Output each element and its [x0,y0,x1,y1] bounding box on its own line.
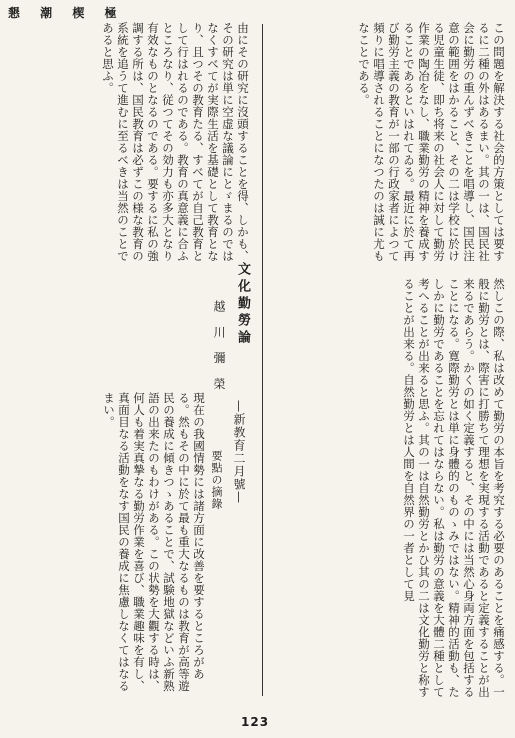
author-name: 越 川 彌 榮 [212,300,226,395]
lower-left-text: 現在の我國情勢には諸方面に改善を要するところがある。然もその中に於て最も重大なるものは教育が高等遊民の養成に傾きつゝあることで、試験地獄などいふ新熟語の出来たのもわけがある。この状勢を大觀する時は、何人も着実真摯なる勤労作業を喜び、職業趣味を有し、真面目なる活動をなす国民の養成に焦慮しなくてはなるまい。 [102,392,206,692]
date-line: —新教育二月號— [232,400,246,504]
page-number: 123 [241,715,270,729]
running-head: 懇 潮 楔 極 [8,6,125,20]
right-upper-text: この問題を解決する社会的方策としては要するに二種の外はあるまい。其の一は、国民社会に勤労の重んずべきことを唱導し、国民注意の範囲をはかること、その二は学校に於ける児童生徒、即ち将来の社会人に対して勤労作業の陶冶をなし、職業勤労の精神を養成することであるといはれてゐる。最近に於て再び勤労主義の教育が一部の行政家者によつて頻りに唱導されることになつたのは誠に尤もなことである。 [357,22,506,262]
summary-heading: 要點の摘錄 [210,450,223,510]
section-title: 文化勤勞論 [235,262,250,347]
right-lower-text: 然しこの際、私は改めて勤労の本旨を考究する必要のあることを痛感する。一般に勤労とは、際害に打勝ちて理想を実現する活動であると定義することが出来るであらう。かくの如く定義すると、その中には当然心身両方面を包括することになる。寛際勤労とは単に身體的のものゝみではない。精神的活動も、たしかに勤労であることを忘れてはならない。私は勤労の意義を大體二種として考へることが出来ると思ふ。其の一は自然勤労とかひ其の二は文化勤労と称することが出来る。自然勤労とは人間を自然界の一者として見 [402,278,506,698]
upper-far-left-text: 由にその研究に沒頭することを得、しかも、その研究は単に空虚な議論にとゞまるのではなくすべてが実際生活を基礎として教育となり、且つその教育たる、すべてが自己教育として行はれるのである。教育の真意義に合ふところなり、従つてその効力も亦多大となり有效なものとなるのである。要するに私の強調する所は、国民教育は必ずこの様な教育の系統を追うて進むに至るべきは当然のことであると思ふ。 [101,22,250,262]
column-divider [262,24,263,696]
